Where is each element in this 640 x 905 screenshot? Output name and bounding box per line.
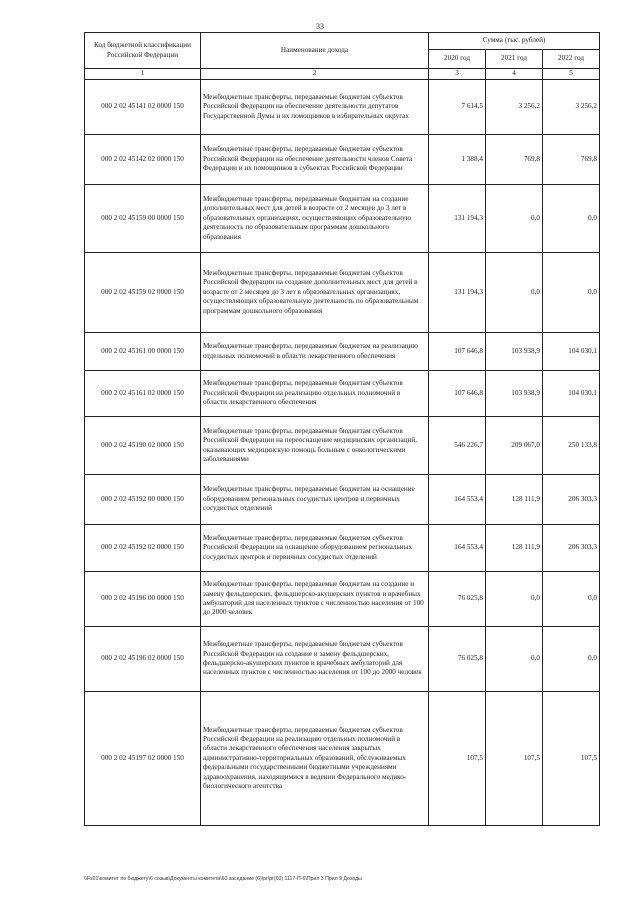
row-name: Межбюджетные трансферты, передаваемые бюджетам на создание и замену фельдшерских, фельдшерско-акушерских пунктов и врачебных амбулаторий для населенных пунктов с численностью населения от 100 до 2000 человек [201,572,429,627]
header-year-2021: 2021 год [486,50,543,69]
row-value-2022: 206 303,3 [543,525,600,572]
row-name: Межбюджетные трансферты, передаваемые бюджетам субъектов Российской Федерации на оснащение оборудованием региональных сосудистых центров и первичных сосудистых отделений [201,525,429,572]
row-value-2022: 769,8 [543,135,600,185]
row-code: 000 2 02 45161 02 0000 150 [85,371,201,417]
row-value-2020: 107 646,8 [429,333,486,371]
row-value-2021: 0,0 [486,572,543,627]
table-row [85,80,600,135]
table-row [85,417,600,475]
header-row-top [85,33,600,50]
row-name: Межбюджетные трансферты, передаваемые бюджетам субъектов Российской Федерации на создание дополнительных мест для детей в возрасте от 2 месяцев до 3 лет в образовательных организациях, осуществляющих образовательную деятельность по образовательным программам дошкольного образования [201,253,429,333]
table-row [85,525,600,572]
table-row [85,371,600,417]
row-value-2020: 546 226,7 [429,417,486,475]
row-name: Межбюджетные трансферты, передаваемые бюджетам на оснащение оборудованием региональных сосудистых центров и первичных сосудистых отделений [201,475,429,525]
row-value-2020: 131 194,3 [429,185,486,253]
row-value-2022: 0,0 [543,253,600,333]
row-code: 000 2 02 45192 02 0000 150 [85,525,201,572]
row-value-2020: 164 553,4 [429,525,486,572]
row-name: Межбюджетные трансферты, передаваемые бюджетам на реализацию отдельных полномочий в области лекарственного обеспечения [201,333,429,371]
table-row [85,475,600,525]
page-number: 33 [316,22,324,31]
header-code: Код бюджетной классификации Российской Федерации [85,33,201,69]
row-code: 000 2 02 45159 00 0000 150 [85,185,201,253]
row-name: Межбюджетные трансферты, передаваемые бюджетам субъектов Российской Федерации на обеспечение деятельности депутатов Государственной Думы и их помощников в избирательных округах [201,80,429,135]
row-value-2022: 3 256,2 [543,80,600,135]
row-name: Межбюджетные трансферты, передаваемые бюджетам субъектов Российской Федерации на реализацию отдельных полномочий в области лекарственного обеспечения населения закрытых административно-территориальных образований, обслуживаемых федеральными государственными бюджетными учреждениями здравоохранения, находящимися в ведении Федерального медико-биологического агентства [201,692,429,826]
header-row-numbers [85,69,600,80]
row-value-2021: 0,0 [486,253,543,333]
table-row [85,253,600,333]
row-code: 000 2 02 45192 00 0000 150 [85,475,201,525]
row-code: 000 2 02 45196 02 0000 150 [85,627,201,692]
row-value-2021: 128 111,9 [486,525,543,572]
header-year-2020: 2020 год [429,50,486,69]
table-row [85,185,600,253]
row-value-2020: 131 194,3 [429,253,486,333]
row-value-2021: 0,0 [486,627,543,692]
row-value-2022: 206 303,3 [543,475,600,525]
table-row [85,135,600,185]
row-value-2020: 76 025,8 [429,627,486,692]
row-value-2021: 107,5 [486,692,543,826]
row-name: Межбюджетные трансферты, передаваемые бюджетам субъектов Российской Федерации на создание и замену фельдшерских, фельдшерско-акушерских пунктов и врачебных амбулаторий для населенных пунктов с численностью населения от 100 до 2000 человек [201,627,429,692]
table-row [85,692,600,826]
footer-file-path: \\Fs01\комитет по бюджету\6 созыв\Документы комитета\60 заседание (6)\pr\pr(60) 1117-П-6\Прил 3 Прил 9 Доходы [84,876,362,882]
revenue-table [84,32,600,826]
row-value-2022: 0,0 [543,627,600,692]
table-row [85,572,600,627]
row-value-2022: 0,0 [543,185,600,253]
row-value-2022: 104 030,1 [543,333,600,371]
row-name: Межбюджетные трансферты, передаваемые бюджетам субъектов Российской Федерации на переоснащение медицинских организаций, оказывающих медицинскую помощь больным с онкологическими заболеваниями [201,417,429,475]
table-row [85,333,600,371]
row-value-2021: 128 111,9 [486,475,543,525]
row-code: 000 2 02 45161 00 0000 150 [85,333,201,371]
row-value-2022: 104 030,1 [543,371,600,417]
row-value-2021: 3 256,2 [486,80,543,135]
col-number-1: 1 [85,69,201,80]
col-number-4: 4 [486,69,543,80]
row-value-2021: 103 938,9 [486,371,543,417]
table-row [85,627,600,692]
row-name: Межбюджетные трансферты, передаваемые бюджетам субъектов Российской Федерации на реализацию отдельных полномочий в области лекарственного обеспечения [201,371,429,417]
row-value-2020: 1 388,4 [429,135,486,185]
row-value-2020: 107,5 [429,692,486,826]
row-value-2021: 103 938,9 [486,333,543,371]
header-sum: Сумма (тыс. рублей) [429,33,600,50]
row-value-2020: 164 553,4 [429,475,486,525]
row-code: 000 2 02 45196 00 0000 150 [85,572,201,627]
row-value-2022: 0,0 [543,572,600,627]
row-value-2020: 107 646,8 [429,371,486,417]
row-value-2021: 769,8 [486,135,543,185]
row-value-2020: 7 614,5 [429,80,486,135]
col-number-2: 2 [201,69,429,80]
row-code: 000 2 02 45141 02 0000 150 [85,80,201,135]
row-value-2022: 107,5 [543,692,600,826]
header-year-2022: 2022 год [543,50,600,69]
row-value-2020: 76 025,8 [429,572,486,627]
row-code: 000 2 02 45190 02 0000 150 [85,417,201,475]
header-name: Наименование дохода [201,33,429,69]
col-number-3: 3 [429,69,486,80]
row-code: 000 2 02 45197 02 0000 150 [85,692,201,826]
row-code: 000 2 02 45159 02 0000 150 [85,253,201,333]
row-code: 000 2 02 45142 02 0000 150 [85,135,201,185]
col-number-5: 5 [543,69,600,80]
row-name: Межбюджетные трансферты, передаваемые бюджетам на создание дополнительных мест для детей в возрасте от 2 месяцев до 3 лет в образовательных организациях, осуществляющих образовательную деятельность по образовательным программам дошкольного образования [201,185,429,253]
row-value-2022: 250 133,8 [543,417,600,475]
row-value-2021: 209 067,0 [486,417,543,475]
row-name: Межбюджетные трансферты, передаваемые бюджетам субъектов Российской Федерации на обеспечение деятельности членов Совета Федерации и их помощников в субъектах Российской Федерации [201,135,429,185]
row-value-2021: 0,0 [486,185,543,253]
